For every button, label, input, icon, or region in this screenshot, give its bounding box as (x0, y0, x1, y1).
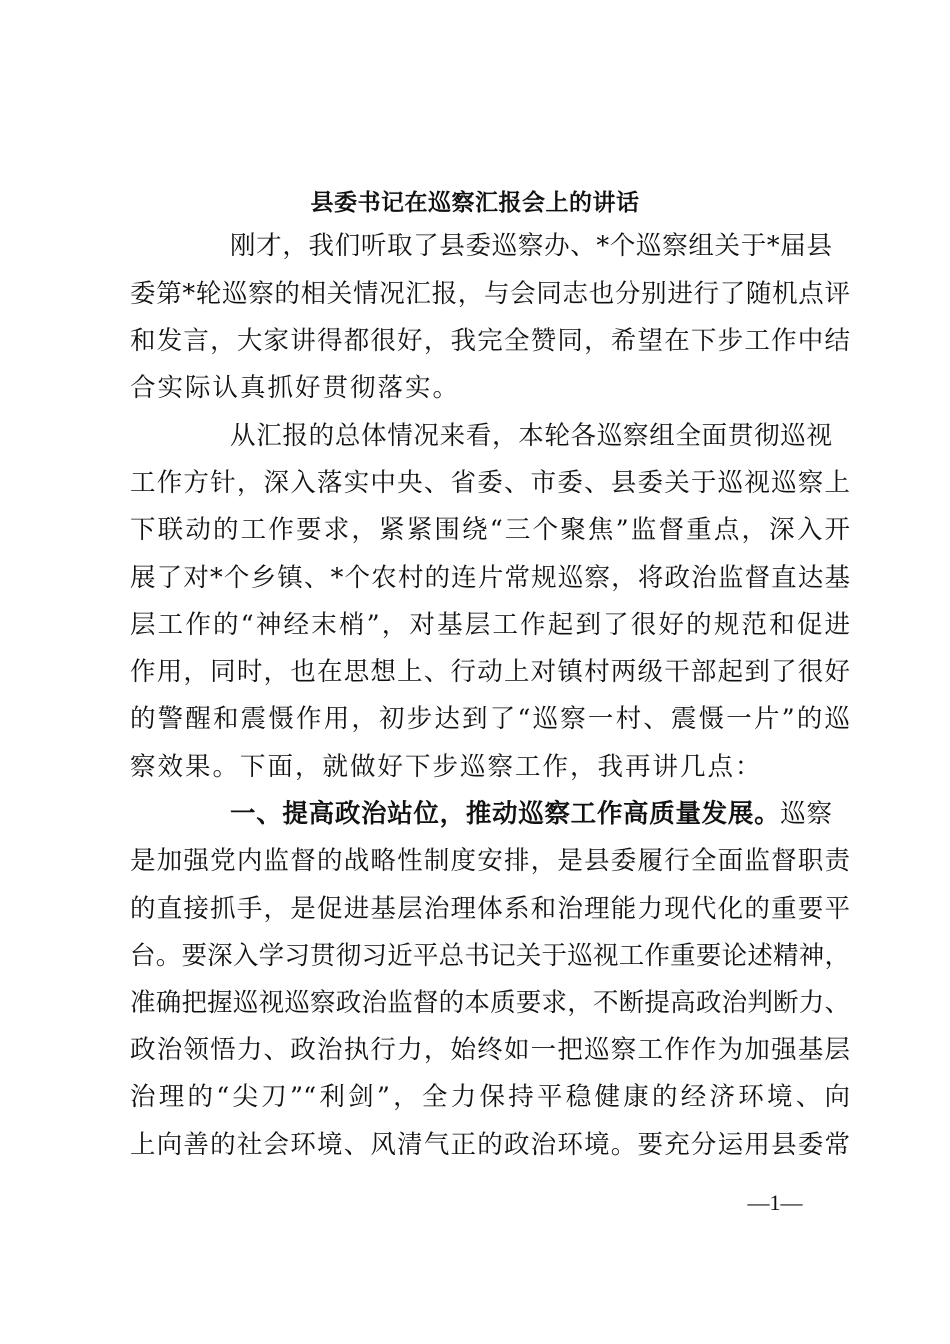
text-line: 的警醒和震慑作用，初步达到了“巡察一村、震慑一片”的巡 (130, 704, 850, 734)
page-number: —1— (747, 1190, 803, 1215)
text-line: 展了对*个乡镇、*个农村的连片常规巡察，将政治监督直达基 (130, 563, 850, 593)
text-line: 上向善的社会环境、风清气正的政治环境。要充分运用县委常 (130, 1130, 850, 1160)
text-line: 治理的“尖刀”“利剑”，全力保持平稳健康的经济环境、向 (130, 1082, 850, 1112)
text-line: 是加强党内监督的战略性制度安排，是县委履行全面监督职责 (130, 846, 850, 876)
text-line: 准确把握巡视巡察政治监督的本质要求，不断提高政治判断力、 (130, 988, 850, 1018)
text-line: 和发言，大家讲得都很好，我完全赞同，希望在下步工作中结 (130, 326, 850, 356)
text-line: 层工作的“神经末梢”，对基层工作起到了很好的规范和促进 (130, 610, 850, 640)
section-heading-line (230, 798, 832, 830)
text-line: 台。要深入学习贯彻习近平总书记关于巡视工作重要论述精神， (130, 941, 850, 971)
text-line: 的直接抓手，是促进基层治理体系和治理能力现代化的重要平 (130, 894, 850, 924)
text-line: 下联动的工作要求，紧紧围绕“三个聚焦”监督重点，深入开 (130, 515, 850, 545)
text-line: 政治领悟力、政治执行力，始终如一把巡察工作作为加强基层 (130, 1035, 850, 1065)
text-line: 工作方针，深入落实中央、省委、市委、县委关于巡视巡察上 (130, 468, 850, 498)
text-line: 作用，同时，也在思想上、行动上对镇村两级干部起到了很好 (130, 657, 850, 687)
text-line: 合实际认真抓好贯彻落实。 (130, 373, 461, 403)
text-line: 从汇报的总体情况来看，本轮各巡察组全面贯彻巡视 (230, 421, 832, 451)
text-fragment: 巡察 (780, 799, 832, 829)
section-heading: 一、提高政治站位，推动巡察工作高质量发展。 (230, 799, 781, 829)
text-line: 刚才，我们听取了县委巡察办、*个巡察组关于*届县 (230, 231, 832, 261)
text-line: 委第*轮巡察的相关情况汇报，与会同志也分别进行了随机点评 (130, 279, 850, 309)
document-title: 县委书记在巡察汇报会上的讲话 (310, 189, 640, 216)
text-line: 察效果。下面，就做好下步巡察工作，我再讲几点： (130, 752, 763, 782)
